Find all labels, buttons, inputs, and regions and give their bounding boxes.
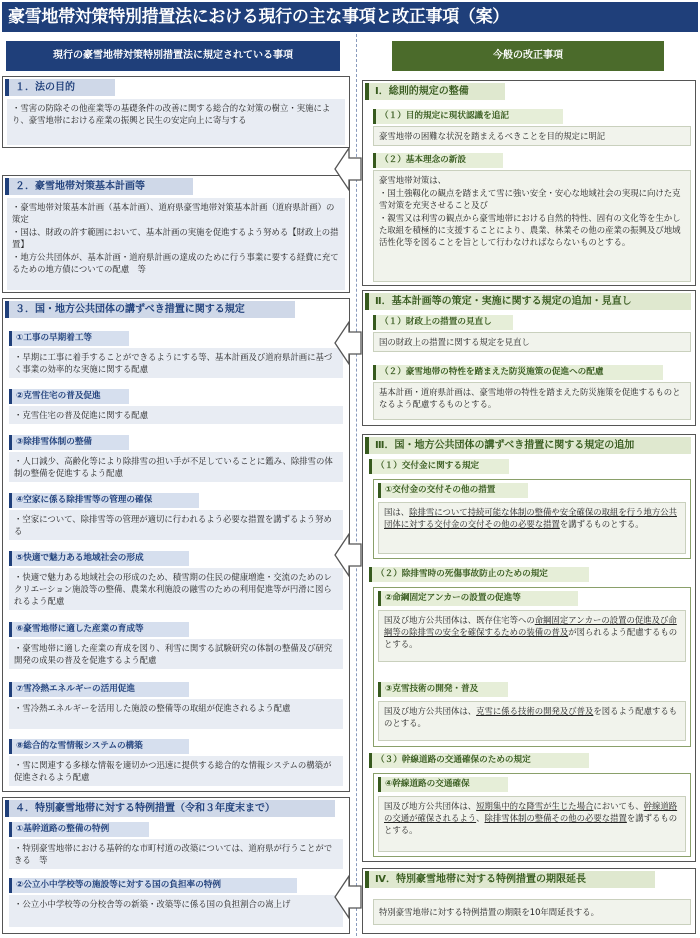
- sub-heading: ⑦雪冷熱エネルギーの活用促進: [9, 682, 189, 697]
- section-body: [7, 99, 345, 145]
- sub-heading: ①工事の早期着工等: [9, 331, 129, 346]
- sub-heading: ②克雪住宅の普及促進: [9, 389, 129, 404]
- body-intro: 豪雪地帯対策は、: [379, 175, 446, 185]
- sub-body: [373, 170, 691, 282]
- sub-body: ・空家について、除排雪等の管理が適切に行われるよう必要な措置を講ずるよう努める: [9, 510, 343, 540]
- section-heading: Ⅳ．特別豪雪地帯に対する特例措置の期限延長: [365, 871, 655, 888]
- arrow-left-icon: [333, 320, 363, 366]
- sub-heading: ③除排雪体制の整備: [9, 435, 129, 450]
- arrow-left-icon: [333, 146, 363, 192]
- sub-body: ・早期に工事に着手することができるようにする等、基本計画及び道府県計画に基づく事業の効率的な実施に関する配慮: [9, 348, 343, 378]
- bullet-item: ・地方公共団体が、基本計画・道府県計画の達成のために行う事業に要する経費に充てるための地方債についての配慮 等: [12, 252, 339, 274]
- bullet-item: ・国土強靱化の観点を踏まえて雪に強い安全・安心な地域社会の実現に向けた克雪対策を充実させること及び: [379, 188, 681, 210]
- left-section-3: [2, 298, 350, 792]
- sub-heading: （１）財政上の措置の見直し: [373, 315, 513, 330]
- section-heading: １．法の目的: [5, 79, 115, 96]
- sub-body: ・公立小中学校等の分校舎等の新築・改築等に係る国の負担割合の嵩上げ: [9, 895, 343, 927]
- group-heading: （３）幹線道路の交通確保のための規定: [369, 753, 589, 768]
- sub-body: ・快適で魅力ある地域社会の形成のため、積雪期の住民の健康増進・交流のためのレクリエーション施設等の整備、農業水利施設の融雪のための利用促進等が円滑に図られるよう配慮: [9, 568, 343, 610]
- left-section-1: [2, 76, 350, 148]
- sub-body: ・克雪住宅の普及促進に関する配慮: [9, 406, 343, 424]
- group-heading: （２）除排雪時の死傷事故防止のための規定: [369, 567, 589, 582]
- sub-heading: ④空家に係る除排雪等の管理の確保: [9, 493, 199, 508]
- right-section-3: [362, 434, 696, 862]
- sub-body: 国の財政上の措置に関する規定を見直し: [373, 332, 691, 352]
- page-title: 豪雪地帯対策特別措置法における現行の主な事項と改正事項（案）: [2, 2, 698, 32]
- subgroup-2: [373, 587, 691, 747]
- section-heading: Ⅲ．国・地方公共団体の講ずべき措置に関する規定の追加: [365, 437, 691, 454]
- section-heading: ４．特別豪雪地帯に対する特例措置（令和３年度末まで）: [5, 800, 335, 817]
- subgroup-3: [373, 773, 691, 857]
- bullet-item: ・雪害の防除その他産業等の基礎条件の改善に関する総合的な対策の樹立・実施により、豪雪地帯における産業の振興と民生の安定向上に寄与する: [12, 103, 331, 125]
- group-heading: （１）交付金に関する規定: [369, 459, 509, 474]
- left-section-2: [2, 175, 350, 293]
- section-heading: ２．豪雪地帯対策基本計画等: [5, 178, 193, 195]
- section-body: 特別豪雪地帯に対する特例措置の期限を10年間延長する。: [373, 899, 691, 925]
- left-section-4: [2, 797, 350, 934]
- sub-heading: ④幹線道路の交通確保: [378, 777, 508, 792]
- sub-body: ・雪に関連する多様な情報を適切かつ迅速に提供する総合的な情報システムの構築が促進されるよう配慮: [9, 756, 343, 786]
- sub-body: 国及び地方公共団体は、短期集中的な降雪が生じた場合においても、幹線道路の交通が確保されるよう、除排雪体制の整備その他の必要な措置を講ずるものとする。: [378, 796, 686, 852]
- sub-heading: ②公立小中学校等の施設等に対する国の負担率の特例: [9, 878, 297, 893]
- sub-body: ・豪雪地帯に適した産業の育成を図り、利雪に関する試験研究の体制の整備及び研究開発の成果の普及を促進するよう配慮: [9, 639, 343, 669]
- sub-body: ・人口減少、高齢化等により除排雪の担い手が不足していることに鑑み、除排雪の体制の整備を促進するよう配慮: [9, 452, 343, 482]
- section-heading: Ⅱ．基本計画等の策定・実施に関する規定の追加・見直し: [365, 293, 691, 310]
- left-column-header: 現行の豪雪地帯対策特別措置法に規定されている事項: [6, 41, 340, 71]
- sub-heading: ②命綱固定アンカーの設置の促進等: [378, 591, 578, 606]
- sub-body: 国及び地方公共団体は、克雪に係る技術の開発及び普及を図るよう配慮するものとする。: [378, 701, 686, 741]
- right-section-4: [362, 868, 696, 934]
- sub-heading: （１）目的規定に現状認識を追記: [373, 109, 563, 124]
- sub-body: 国及び地方公共団体は、既存住宅等への命綱固定アンカーの設置の促進及び命綱等の除排雪の安全を確保するための装備の普及が図られるよう配慮するものとする。: [378, 610, 686, 662]
- arrow-left-icon: [333, 532, 363, 578]
- sub-heading: ③克雪技術の開発・普及: [378, 682, 508, 697]
- sub-body: 豪雪地帯の困難な状況を踏まえるべきことを目的規定に明記: [373, 126, 691, 146]
- section-heading: ３．国・地方公共団体の講ずべき措置に関する規定: [5, 301, 295, 318]
- sub-heading: （２）基本理念の新設: [373, 153, 503, 168]
- sub-heading: ⑧総合的な雪情報システムの構築: [9, 739, 189, 754]
- right-column-header: 今般の改正事項: [392, 41, 664, 71]
- right-section-2: [362, 290, 696, 426]
- sub-body: ・雪冷熱エネルギーを活用した施設の整備等の取組が促進されるよう配慮: [9, 699, 343, 729]
- sub-heading: ⑥豪雪地帯に適した産業の育成等: [9, 622, 189, 637]
- right-section-1: [362, 80, 696, 286]
- sub-heading: ①交付金の交付その他の措置: [378, 483, 528, 498]
- sub-heading: （２）豪雪地帯の特性を踏まえた防災施策の促進への配慮: [373, 365, 663, 380]
- sub-heading: ①基幹道路の整備の特例: [9, 822, 149, 837]
- sub-body: 国は、除排雪について持続可能な体制の整備や安全確保の取組を行う地方公共団体に対する交付金の交付その他の必要な措置を講ずるものとする。: [378, 502, 686, 554]
- bullet-item: ・豪雪地帯対策基本計画（基本計画）、道府県豪雪地帯対策基本計画（道府県計画）の策定: [12, 202, 335, 224]
- bullet-item: ・親雪又は利雪の観点から豪雪地帯における自然的特性、固有の文化等を生かした取組を積極的に支援することにより、農業、林業その他の産業の振興及び地域活性化等を図ることを旨として行わなければならないものとする。: [379, 213, 681, 247]
- sub-body: ・特別豪雪地帯における基幹的な市町村道の改築については、道府県が行うことができる 等: [9, 839, 343, 869]
- bullet-item: ・国は、財政の許す範囲において、基本計画の実施を促進するよう努める【財政上の措置】: [12, 227, 339, 249]
- sub-body: 基本計画・道府県計画は、豪雪地帯の特性を踏まえた防災施策を促進するものとなるよう配慮するものとする。: [373, 382, 691, 420]
- subgroup-1: [373, 479, 691, 559]
- section-body: [7, 198, 345, 290]
- arrow-left-icon: [333, 874, 363, 920]
- section-heading: Ⅰ．総則的規定の整備: [365, 83, 505, 100]
- sub-heading: ⑤快適で魅力ある地域社会の形成: [9, 551, 189, 566]
